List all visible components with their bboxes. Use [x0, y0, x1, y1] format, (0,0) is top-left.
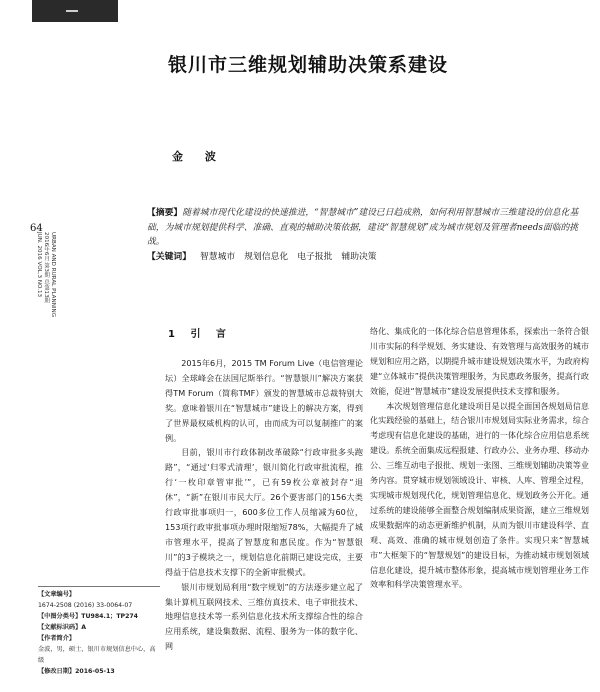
- corner-tab: [32, 0, 118, 22]
- author-bio: 金波，男，硕士，银川市规划信息中心，高级: [38, 646, 156, 664]
- keywords: [147, 249, 587, 262]
- corner-mark: [66, 10, 78, 12]
- article-title: 银川市三维规划辅助决策系建设: [168, 54, 449, 76]
- section-heading: [168, 325, 232, 340]
- journal-side-line: 2016年6月 第3期 总第13期: [43, 232, 49, 304]
- paragraph: 目前，银川市行政体制改革破除“行政审批多头跑路”，“通过‘归零式清理’，银川简化行政审批流程，推行‘一枚印章管审批’”，已有59枚公章被封存“退休”，“新”在银川市民大厅。26个要害部门的156大类行政审批事项归一，600多位工作人员缩减为60位，153项行政审批事项办理时限缩短78%，大幅提升了城市管理水平，提高了智慧度和惠民度。作为“智慧银川”的3子模块之一，规划信息化前期已建设完成，主要得益于信息技术支撑下的全新审批模式。: [165, 447, 363, 577]
- section-title: 引 言: [190, 329, 232, 340]
- page-number: 64: [30, 223, 43, 234]
- article-metadata: [38, 586, 160, 677]
- revised-date: 【修改日期】2016-05-13: [38, 668, 115, 675]
- abstract: [147, 206, 589, 250]
- paragraph: 银川市规划局利用“数字规划”的方法逐步建立起了集计算机互联网技术、三维仿真技术、电子审批技术、地理信息技术等一系列信息化技术所支撑综合性的综合应用系统，建设集数据、流程、服务为一体的数字化、网: [165, 581, 363, 652]
- paragraph: 络化、集成化的一体化综合信息管理体系，探索出一条符合银川市实际的科学规划、务实建设、有效管理与高效服务的城市规划和应用之路，以期提升城市建设规划决策水平，为政府构建“立体城市”提供决策管理服务，为民惠政务服务，提高行政效能，促进“智慧城市”建设发展提供技术支撑和服务。: [370, 326, 589, 396]
- keyword: 规划信息化: [244, 252, 289, 262]
- body-column-right: [370, 324, 589, 592]
- journal-side-line: JUN. 2016 VOL.3 NO.13: [36, 232, 42, 298]
- section-number: 1: [168, 329, 181, 340]
- doc-code-label: 【文章编号】: [38, 591, 76, 598]
- doc-mark: 【文献标识码】A: [38, 624, 87, 631]
- doc-code: 1674-2508 (2016) 33-0064-07: [38, 602, 133, 609]
- keyword: 电子报批: [297, 252, 333, 262]
- paragraph: 本次规划管理信息化建设项目是以提全面国各规划局信息化实践经验的基础上，结合银川市规划局实际业务需求，综合考虑现有信息化建设的基础，进行的一体化综合应用信息系统建设。系统全面集成远程报建、行政办公、业务办理、移动办公、三维互动电子报批、规划一张图、三维规划辅助决策等业务内容。贯穿城市规划领域设计、审核、人库、管理全过程，实现城市规划现代化，规划管理信息化、规划政务公开化。通过系统的建设能够全面整合规划编制成果资源，建立三维规划成果数据库的动态更新维护机制，从而为银川市建设科学、直观、高效、准确的城市规划创造了条件。实现只来“智慧城市”大框架下的“智慧规划”的建设目标，为推动城市规划领域信息化建设，提升城市整体形象，提高城市规划管理业务工作效率和科学决策管理水平。: [370, 400, 589, 590]
- abstract-text: 随着城市现代化建设的快速推进，“智慧城市”建设已日趋成熟，如何利用智慧城市三维建设的信息化基础，为城市规划提供科学、准确、直观的辅助决策依据，建设“智慧规划”成为城市规划及管理者needs面临的挑战。: [147, 208, 579, 248]
- divider: [38, 586, 160, 587]
- journal-side-banner: [36, 232, 56, 442]
- author-bio-label: 【作者简介】: [38, 635, 76, 642]
- clc-code: 【中图分类号】TU984.1；TP274: [38, 613, 138, 620]
- keyword: 辅助决策: [341, 252, 377, 262]
- body-column-left: [165, 356, 363, 654]
- abstract-label: 【摘要】: [147, 208, 183, 218]
- keywords-label: 【关键词】: [147, 252, 191, 262]
- keyword: 智慧城市: [200, 252, 236, 262]
- author-name: 金 波: [172, 150, 225, 163]
- journal-side-line: URBAN AND RURAL PLANNING: [50, 232, 56, 318]
- paragraph: 2015年6月，2015 TM Forum Live（电信管理论坛）全球峰会在法国尼斯举行。“智慧银川”解决方案获得TM Forum（简称TMF）颁发的智慧城市总裁特别大奖。意味着银川在“智慧城市”建设上的解决方案，得到了世界最权威机构的认可，由而成为可以复制推广的案例。: [165, 358, 363, 443]
